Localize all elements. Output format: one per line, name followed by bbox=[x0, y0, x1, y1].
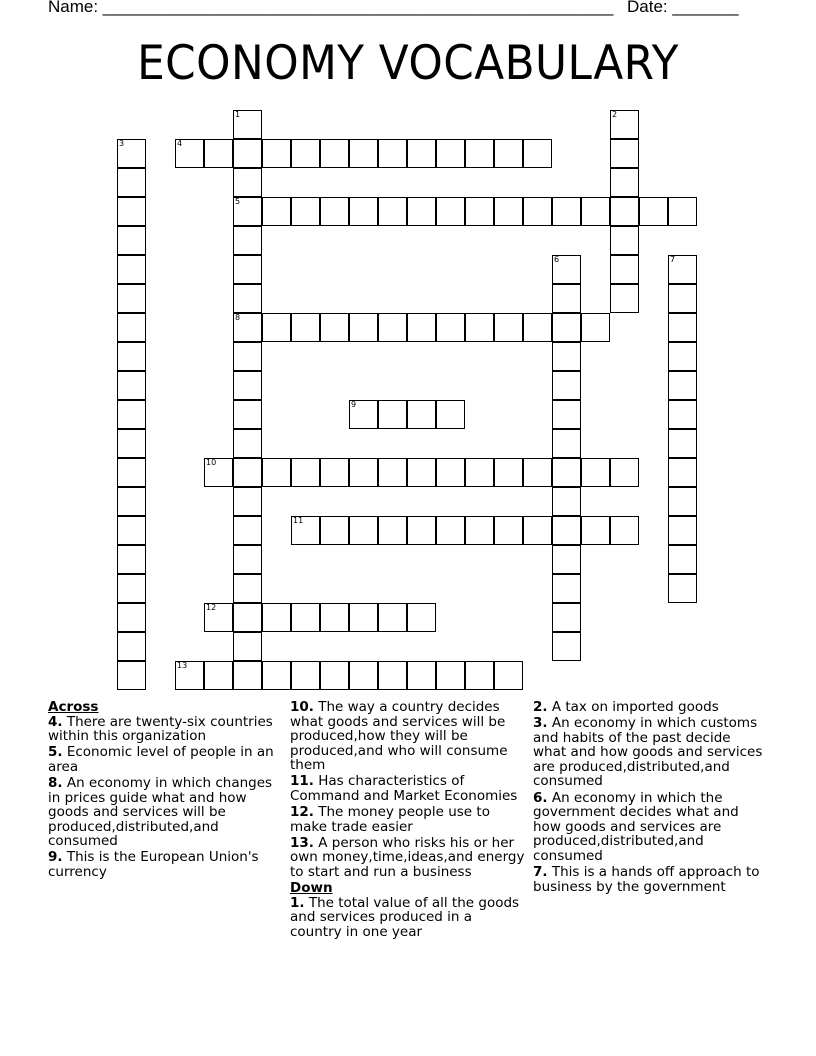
crossword-cell[interactable] bbox=[523, 516, 552, 545]
crossword-cell[interactable] bbox=[204, 458, 233, 487]
crossword-cell[interactable] bbox=[233, 516, 262, 545]
crossword-cell[interactable] bbox=[233, 139, 262, 168]
crossword-cell[interactable] bbox=[494, 139, 523, 168]
crossword-cell[interactable] bbox=[668, 371, 697, 400]
clue-down-7: 7. This is a hands off approach to business by the government bbox=[533, 864, 760, 895]
cell-number: 11 bbox=[293, 516, 304, 525]
crossword-cell[interactable] bbox=[668, 313, 697, 342]
clue-across-10: 10. The way a country decides what goods and services will be produced,how they will be produced,and who will consume them bbox=[290, 699, 508, 774]
crossword-cell[interactable] bbox=[262, 603, 291, 632]
clue-across-4: 4. There are twenty-six countries within this organization bbox=[48, 713, 273, 745]
crossword-cell[interactable] bbox=[610, 255, 639, 284]
crossword-cell[interactable] bbox=[552, 400, 581, 429]
clues-column-1 bbox=[48, 700, 280, 881]
crossword-cell[interactable] bbox=[349, 458, 378, 487]
crossword-cell[interactable] bbox=[233, 226, 262, 255]
crossword-cell[interactable] bbox=[494, 313, 523, 342]
crossword-cell[interactable] bbox=[117, 226, 146, 255]
crossword-cell[interactable] bbox=[581, 197, 610, 226]
crossword-cell[interactable] bbox=[436, 313, 465, 342]
crossword-cell[interactable] bbox=[610, 284, 639, 313]
crossword-cell[interactable] bbox=[117, 371, 146, 400]
crossword-cell[interactable] bbox=[320, 661, 349, 690]
crossword-cell[interactable] bbox=[204, 139, 233, 168]
crossword-cell[interactable] bbox=[117, 342, 146, 371]
crossword-cell[interactable] bbox=[320, 197, 349, 226]
crossword-cell[interactable] bbox=[494, 458, 523, 487]
crossword-cell[interactable] bbox=[233, 284, 262, 313]
crossword-cell[interactable] bbox=[117, 168, 146, 197]
crossword-cell[interactable] bbox=[552, 458, 581, 487]
crossword-cell[interactable] bbox=[233, 197, 262, 226]
crossword-cell[interactable] bbox=[552, 255, 581, 284]
cell-number: 7 bbox=[670, 255, 676, 264]
cell-number: 13 bbox=[177, 661, 188, 670]
clue-across-8: 8. An economy in which changes in prices guide what and how goods and services will be produced,distributed,and consumed bbox=[48, 774, 273, 850]
crossword-cell[interactable] bbox=[233, 110, 262, 139]
crossword-cell[interactable] bbox=[233, 168, 262, 197]
crossword-cell[interactable] bbox=[233, 255, 262, 284]
crossword-cell[interactable] bbox=[349, 313, 378, 342]
crossword-cell[interactable] bbox=[668, 400, 697, 429]
crossword-cell[interactable] bbox=[262, 139, 291, 168]
crossword-cell[interactable] bbox=[117, 313, 146, 342]
cell-number: 2 bbox=[612, 110, 618, 119]
cell-number: 9 bbox=[351, 400, 357, 409]
crossword-cell[interactable] bbox=[320, 139, 349, 168]
crossword-cell[interactable] bbox=[262, 197, 291, 226]
crossword-cell[interactable] bbox=[523, 197, 552, 226]
crossword-cell[interactable] bbox=[204, 603, 233, 632]
crossword-cell[interactable] bbox=[117, 632, 146, 661]
cell-number: 12 bbox=[206, 603, 217, 612]
clue-across-9: 9. This is the European Union's currency bbox=[48, 849, 259, 881]
crossword-cell[interactable] bbox=[378, 603, 407, 632]
crossword-cell[interactable] bbox=[668, 255, 697, 284]
crossword-cell[interactable] bbox=[378, 458, 407, 487]
crossword-cell[interactable] bbox=[233, 603, 262, 632]
crossword-cell[interactable] bbox=[378, 197, 407, 226]
crossword-cell[interactable] bbox=[494, 661, 523, 690]
name-field[interactable]: Name: ______________________________________________________ bbox=[48, 0, 614, 16]
crossword-cell[interactable] bbox=[117, 603, 146, 632]
crossword-cell[interactable] bbox=[378, 661, 407, 690]
crossword-cell[interactable] bbox=[233, 313, 262, 342]
crossword-cell[interactable] bbox=[552, 516, 581, 545]
crossword-cell[interactable] bbox=[378, 400, 407, 429]
crossword-cell[interactable] bbox=[291, 313, 320, 342]
crossword-cell[interactable] bbox=[349, 603, 378, 632]
crossword-cell[interactable] bbox=[117, 545, 146, 574]
crossword-cell[interactable] bbox=[320, 516, 349, 545]
crossword-cell[interactable] bbox=[668, 284, 697, 313]
crossword-cell[interactable] bbox=[117, 400, 146, 429]
crossword-cell[interactable] bbox=[668, 342, 697, 371]
crossword-cell[interactable] bbox=[320, 603, 349, 632]
crossword-cell[interactable] bbox=[436, 139, 465, 168]
clue-down-6: 6. An economy in which the government decides what and how goods and services are produced,distributed,and consumed bbox=[533, 789, 739, 864]
crossword-cell[interactable] bbox=[581, 458, 610, 487]
crossword-cell[interactable] bbox=[407, 400, 436, 429]
crossword-cell[interactable] bbox=[117, 458, 146, 487]
date-field[interactable]: Date: _______ bbox=[627, 0, 739, 16]
crossword-cell[interactable] bbox=[262, 458, 291, 487]
crossword-cell[interactable] bbox=[117, 197, 146, 226]
crossword-cell[interactable] bbox=[117, 516, 146, 545]
crossword-cell[interactable] bbox=[233, 574, 262, 603]
crossword-cell[interactable] bbox=[320, 313, 349, 342]
clue-down-2: 2. A tax on imported goods bbox=[533, 699, 719, 715]
cell-number: 5 bbox=[235, 197, 241, 206]
crossword-cell[interactable] bbox=[668, 458, 697, 487]
crossword-cell[interactable] bbox=[117, 487, 146, 516]
crossword-cell[interactable] bbox=[291, 516, 320, 545]
crossword-cell[interactable] bbox=[378, 516, 407, 545]
crossword-cell[interactable] bbox=[436, 458, 465, 487]
crossword-cell[interactable] bbox=[610, 226, 639, 255]
crossword-cell[interactable] bbox=[233, 487, 262, 516]
crossword-cell[interactable] bbox=[465, 313, 494, 342]
crossword-cell[interactable] bbox=[639, 197, 668, 226]
crossword-cell[interactable] bbox=[175, 661, 204, 690]
crossword-cell[interactable] bbox=[233, 661, 262, 690]
crossword-cell[interactable] bbox=[552, 342, 581, 371]
crossword-cell[interactable] bbox=[465, 139, 494, 168]
crossword-cell[interactable] bbox=[175, 139, 204, 168]
crossword-cell[interactable] bbox=[291, 603, 320, 632]
crossword-cell[interactable] bbox=[610, 197, 639, 226]
crossword-cell[interactable] bbox=[610, 458, 639, 487]
crossword-cell[interactable] bbox=[436, 197, 465, 226]
cell-number: 6 bbox=[554, 255, 560, 264]
crossword-cell[interactable] bbox=[523, 313, 552, 342]
crossword-cell[interactable] bbox=[465, 458, 494, 487]
clues-column-3 bbox=[533, 700, 763, 896]
crossword-cell[interactable] bbox=[610, 139, 639, 168]
crossword-cell[interactable] bbox=[291, 661, 320, 690]
clues-column-2 bbox=[290, 700, 525, 941]
crossword-cell[interactable] bbox=[233, 458, 262, 487]
crossword-cell[interactable] bbox=[668, 516, 697, 545]
crossword-cell[interactable] bbox=[610, 516, 639, 545]
crossword-cell[interactable] bbox=[407, 313, 436, 342]
crossword-cell[interactable] bbox=[552, 371, 581, 400]
crossword-cell[interactable] bbox=[262, 313, 291, 342]
cell-number: 8 bbox=[235, 313, 241, 322]
crossword-cell[interactable] bbox=[349, 197, 378, 226]
crossword-cell[interactable] bbox=[668, 429, 697, 458]
crossword-cell[interactable] bbox=[291, 139, 320, 168]
crossword-cell[interactable] bbox=[233, 400, 262, 429]
crossword-cell[interactable] bbox=[552, 574, 581, 603]
crossword-cell[interactable] bbox=[407, 197, 436, 226]
crossword-cell[interactable] bbox=[117, 139, 146, 168]
crossword-cell[interactable] bbox=[494, 197, 523, 226]
crossword-cell[interactable] bbox=[668, 197, 697, 226]
crossword-cell[interactable] bbox=[610, 110, 639, 139]
clue-across-5: 5. Economic level of people in an area bbox=[48, 744, 274, 775]
page-title: ECONOMY VOCABULARY bbox=[137, 36, 679, 91]
crossword-cell[interactable] bbox=[581, 516, 610, 545]
crossword-cell[interactable] bbox=[117, 429, 146, 458]
crossword-cell[interactable] bbox=[262, 661, 291, 690]
crossword-cell[interactable] bbox=[117, 255, 146, 284]
across-heading: Across bbox=[48, 699, 99, 715]
clue-across-13: 13. A person who risks his or her own money,time,ideas,and energy to start and run a business bbox=[290, 834, 525, 881]
cell-number: 10 bbox=[206, 458, 217, 467]
crossword-cell[interactable] bbox=[436, 661, 465, 690]
crossword-cell[interactable] bbox=[436, 516, 465, 545]
crossword-cell[interactable] bbox=[610, 168, 639, 197]
crossword-cell[interactable] bbox=[407, 139, 436, 168]
crossword-cell[interactable] bbox=[552, 545, 581, 574]
crossword-cell[interactable] bbox=[233, 371, 262, 400]
crossword-cell[interactable] bbox=[552, 429, 581, 458]
crossword-cell[interactable] bbox=[233, 545, 262, 574]
crossword-cell[interactable] bbox=[233, 632, 262, 661]
crossword-cell[interactable] bbox=[233, 342, 262, 371]
crossword-cell[interactable] bbox=[378, 139, 407, 168]
crossword-cell[interactable] bbox=[407, 603, 436, 632]
crossword-cell[interactable] bbox=[552, 284, 581, 313]
crossword-cell[interactable] bbox=[233, 429, 262, 458]
crossword-cell[interactable] bbox=[465, 197, 494, 226]
crossword-cell[interactable] bbox=[407, 516, 436, 545]
cell-number: 3 bbox=[119, 139, 125, 148]
crossword-cell[interactable] bbox=[552, 487, 581, 516]
crossword-cell[interactable] bbox=[117, 661, 146, 690]
crossword-cell[interactable] bbox=[465, 516, 494, 545]
crossword-cell[interactable] bbox=[465, 661, 494, 690]
crossword-cell[interactable] bbox=[407, 661, 436, 690]
crossword-cell[interactable] bbox=[552, 603, 581, 632]
clue-across-11: 11. Has characteristics of Command and Market Economies bbox=[290, 773, 518, 805]
down-heading: Down bbox=[290, 880, 333, 897]
crossword-cell[interactable] bbox=[117, 574, 146, 603]
crossword-cell[interactable] bbox=[668, 574, 697, 603]
crossword-cell[interactable] bbox=[668, 545, 697, 574]
crossword-cell[interactable] bbox=[436, 400, 465, 429]
cell-number: 4 bbox=[177, 139, 183, 148]
crossword-cell[interactable] bbox=[378, 313, 407, 342]
crossword-cell[interactable] bbox=[291, 197, 320, 226]
crossword-cell[interactable] bbox=[668, 487, 697, 516]
clue-down-3: 3. An economy in which customs and habits of the past decide what and how goods and services are produced,distributed,and consumed bbox=[533, 715, 763, 790]
crossword-cell[interactable] bbox=[349, 661, 378, 690]
crossword-cell[interactable] bbox=[552, 313, 581, 342]
crossword-cell[interactable] bbox=[494, 516, 523, 545]
crossword-cell[interactable] bbox=[349, 139, 378, 168]
crossword-cell[interactable] bbox=[552, 632, 581, 661]
crossword-cell[interactable] bbox=[523, 139, 552, 168]
cell-number: 1 bbox=[235, 110, 241, 119]
crossword-cell[interactable] bbox=[349, 400, 378, 429]
crossword-cell[interactable] bbox=[291, 458, 320, 487]
crossword-cell[interactable] bbox=[349, 516, 378, 545]
crossword-cell[interactable] bbox=[407, 458, 436, 487]
crossword-cell[interactable] bbox=[523, 458, 552, 487]
crossword-cell[interactable] bbox=[320, 458, 349, 487]
clue-across-12: 12. The money people use to make trade easier bbox=[290, 804, 490, 835]
clue-down-1: 1. The total value of all the goods and services produced in a country in one year bbox=[290, 894, 520, 940]
crossword-cell[interactable] bbox=[552, 197, 581, 226]
crossword-cell[interactable] bbox=[581, 313, 610, 342]
crossword-cell[interactable] bbox=[117, 284, 146, 313]
crossword-cell[interactable] bbox=[204, 661, 233, 690]
